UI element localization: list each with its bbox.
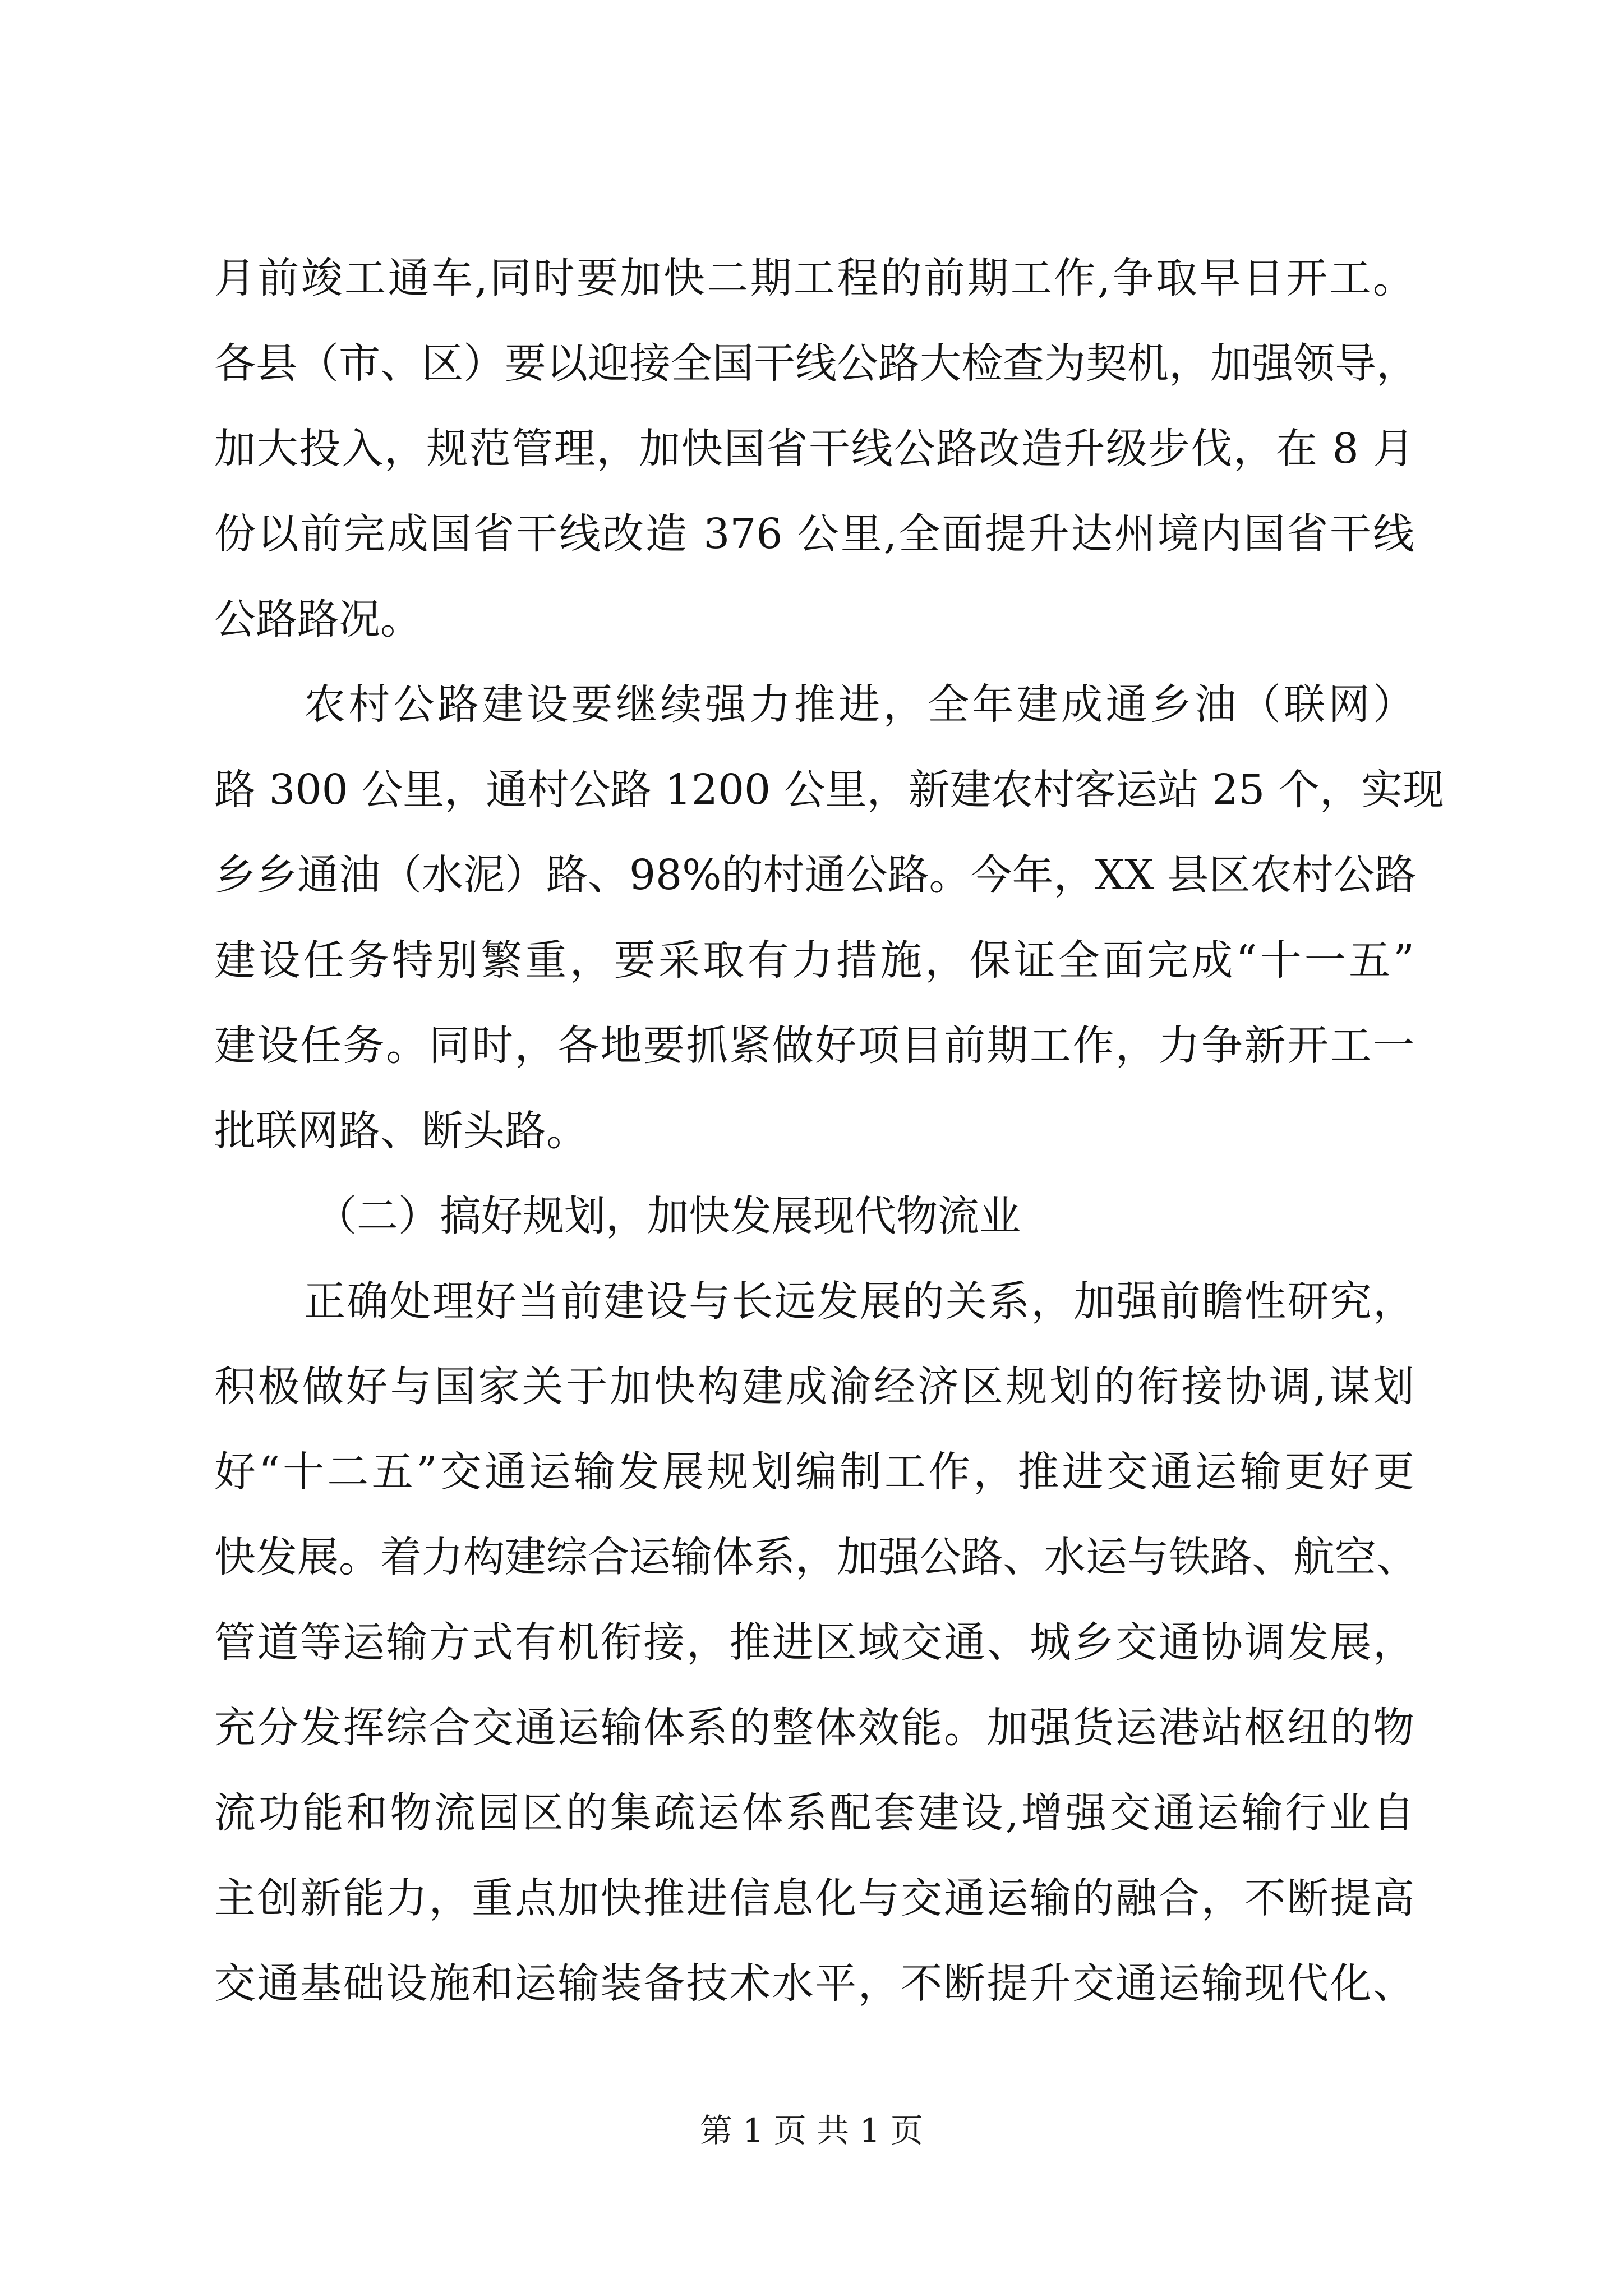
text-line: 主创新能力，重点加快推进信息化与交通运输的融合，不断提高	[214, 1874, 1414, 1922]
text-line: 公路路况。	[214, 595, 422, 643]
text-line: 管道等运输方式有机衔接，推进区域交通、城乡交通协调发展，	[214, 1618, 1414, 1667]
page-footer	[0, 2108, 1623, 2153]
paragraph	[214, 1259, 1418, 2026]
text-line: 建设任务特别繁重，要采取有力措施，保证全面完成“十一五”	[214, 936, 1414, 984]
body-text	[214, 236, 1444, 2026]
section-heading	[214, 1174, 1414, 1259]
text-line: 批联网路、断头路。	[214, 1107, 588, 1155]
heading-line: （二）搞好规划，加快发展现代物流业	[315, 1192, 1021, 1240]
text-line: 建设任务。同时，各地要抓紧做好项目前期工作，力争新开工一	[214, 1022, 1414, 1070]
text-line: 好“十二五”交通运输发展规划编制工作，推进交通运输更好更	[214, 1448, 1414, 1496]
paragraph	[214, 662, 1444, 1174]
text-line: 月前竣工通车,同时要加快二期工程的前期工作,争取早日开工。	[214, 254, 1414, 302]
text-line: 流功能和物流园区的集疏运体系配套建设,增强交通运输行业自	[214, 1789, 1414, 1837]
text-line: 路 300 公里，通村公路 1200 公里，新建农村客运站 25 个，实现	[214, 766, 1444, 814]
text-line: 快发展。着力构建综合运输体系，加强公路、水运与铁路、航空、	[214, 1533, 1418, 1581]
text-line: 积极做好与国家关于加快构建成渝经济区规划的衔接协调,谋划	[214, 1363, 1414, 1411]
text-line: 农村公路建设要继续强力推进，全年建成通乡油（联网）	[304, 680, 1414, 729]
text-line: 交通基础设施和运输装备技术水平，不断提升交通运输现代化、	[214, 1959, 1414, 2008]
text-line: 乡乡通油（水泥）路、98%的村通公路。今年，XX 县区农村公路	[214, 851, 1417, 899]
text-line: 充分发挥综合交通运输体系的整体效能。加强货运港站枢纽的物	[214, 1704, 1414, 1752]
text-line: 加大投入，规范管理，加快国省干线公路改造升级步伐，在 8 月	[214, 425, 1414, 473]
text-line: 正确处理好当前建设与长远发展的关系，加强前瞻性研究，	[304, 1277, 1414, 1326]
page-number: 第 1 页 共 1 页	[700, 2111, 923, 2150]
paragraph	[214, 236, 1418, 662]
text-line: 份以前完成国省干线改造 376 公里,全面提升达州境内国省干线	[214, 510, 1414, 558]
text-line: 各县（市、区）要以迎接全国干线公路大检查为契机，加强领导，	[214, 339, 1418, 388]
